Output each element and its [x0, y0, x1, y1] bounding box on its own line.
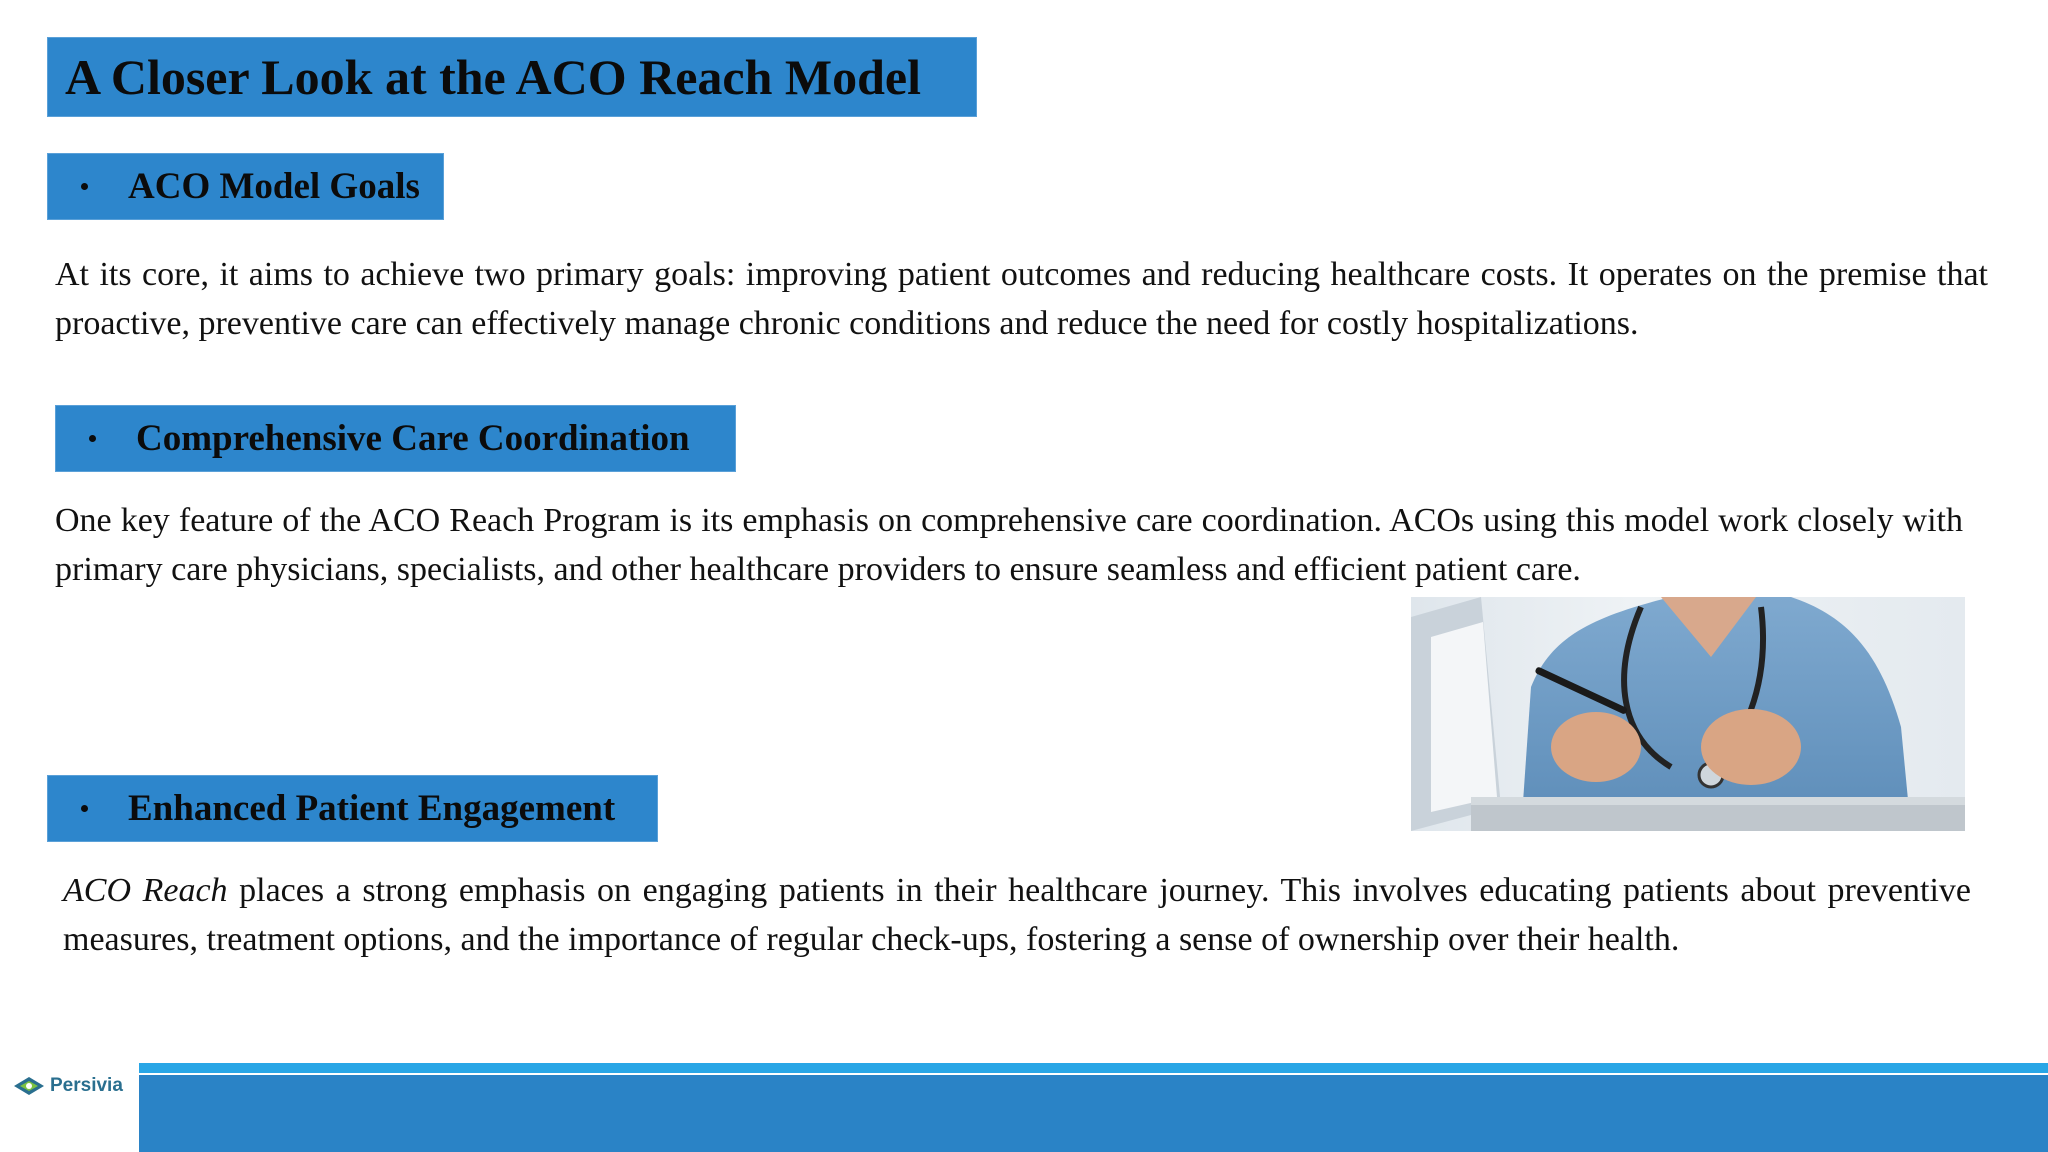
section-body-care-coordination: One key feature of the ACO Reach Program is its emphasis on comprehensive care coordination. ACOs using this model work closely with primary care physicians, specialists, and other healthcare providers to ensure seamless and efficient patient care.	[55, 502, 1963, 588]
section-body-model-goals: At its core, it aims to achieve two primary goals: improving patient outcomes and reducing healthcare costs. It operates on the premise that proactive, preventive care can effectively manage chronic conditions and reduce the need for costly hospitalizations.	[55, 256, 1988, 342]
bullet-icon	[81, 183, 88, 190]
section-heading-label: ACO Model Goals	[128, 166, 420, 207]
section-body-italic-lead: ACO Reach	[63, 872, 228, 909]
section-heading-patient-engagement	[47, 775, 658, 842]
section-body-text: places a strong emphasis on engaging patients in their healthcare journey. This involves educating patients about preventive measures, treatment options, and the importance of regular check-ups, fostering a sense of ownership over their health.	[63, 872, 1971, 958]
section-heading-care-coordination	[55, 405, 736, 472]
section-heading-label: Enhanced Patient Engagement	[128, 788, 616, 829]
persivia-logo-icon	[12, 1075, 46, 1097]
footer-stripe	[139, 1063, 2048, 1073]
slide-title-box	[47, 37, 977, 117]
section-body-patient-engagement	[63, 866, 1971, 964]
section-heading-model-goals	[47, 153, 444, 220]
bullet-icon	[81, 805, 88, 812]
persivia-brand-name: Persivia	[50, 1075, 123, 1096]
section-heading-label: Comprehensive Care Coordination	[136, 418, 690, 459]
bullet-icon	[89, 435, 96, 442]
doctor-photo	[1411, 597, 1965, 831]
footer-bar	[139, 1075, 2048, 1152]
persivia-logo	[12, 1075, 123, 1097]
slide-title: A Closer Look at the ACO Reach Model	[65, 49, 921, 105]
